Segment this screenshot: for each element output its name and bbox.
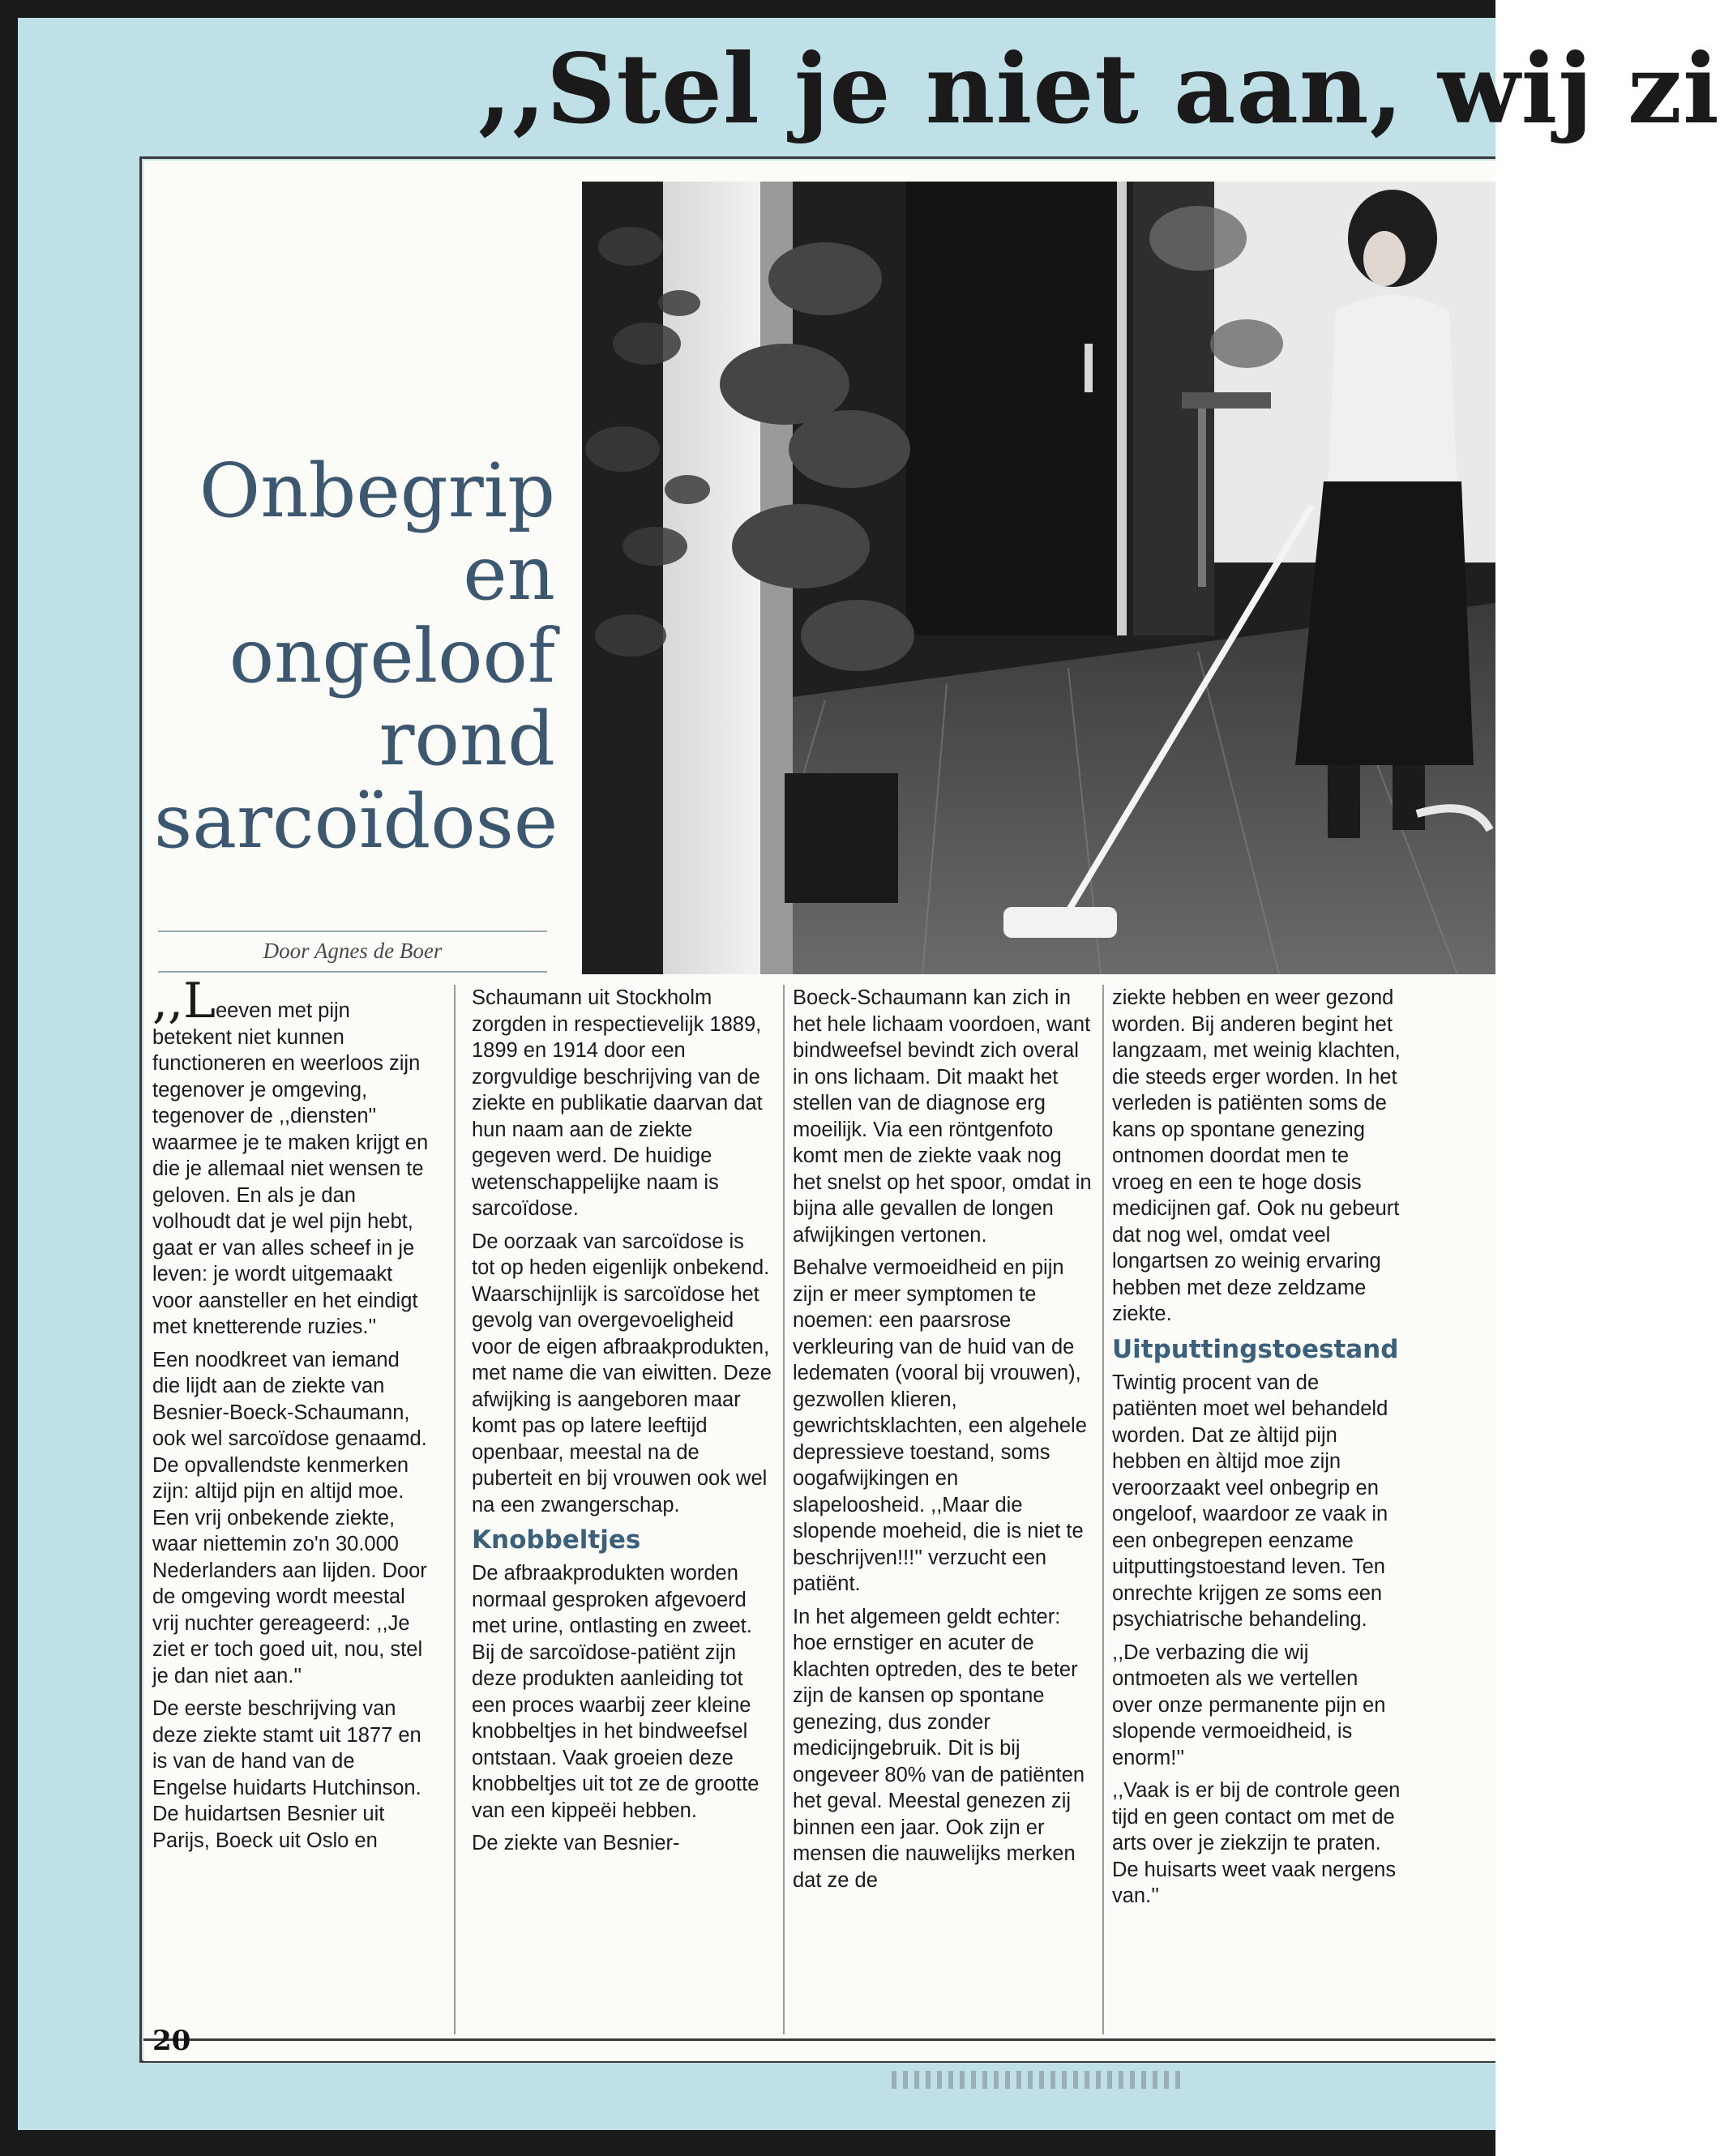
paragraph: Behalve vermoeidheid en pijn zijn er meer symptomen te noemen: een paarsrose verkleuring van de huid van de ledematen (vooral bij vrouwen), gezwollen klieren, gewrichtsklachten, een algehele depressieve toestand, soms oogafwijkingen en slapeloosheid. ,,Maar die slopende moeheid, die is niet te beschrijven!!!'' verzucht een patiënt. xyxy=(793,1256,1087,1595)
text-column-2 xyxy=(472,985,772,2030)
scan-border-left xyxy=(0,0,18,2156)
text-column-1 xyxy=(152,973,432,2030)
scan-border-top xyxy=(0,0,1495,18)
column-rule-3 xyxy=(1102,985,1104,2034)
bottom-rule xyxy=(143,2038,1495,2041)
column-rule-1 xyxy=(454,985,456,2034)
paragraph: De eerste beschrijving van deze ziekte stamt uit 1877 en is van de hand van de Engelse huidarts Hutchinson. De huidartsen Besnier uit Parijs, Boeck uit Oslo en xyxy=(152,1697,421,1852)
headline-line-1: Onbegrip xyxy=(199,447,555,534)
paragraph xyxy=(152,973,432,1341)
paragraph: De oorzaak van sarcoïdose is tot op heden eigenlijk onbekend. Waarschijnlijk is sarcoïdose het gevolg van overgevoeligheid voor de eigen afbraakprodukten, met name die van eiwitten. Deze afwijking is aangeboren maar komt pas op latere leeftijd openbaar, meestal na de puberteit en bij vrouwen ook wel na een zwangerschap. xyxy=(472,1230,772,1516)
subheading: Uitputtingstoestand xyxy=(1112,1334,1399,1364)
byline-rule-bottom xyxy=(158,971,547,973)
headline xyxy=(154,447,558,865)
text-column-3 xyxy=(793,985,1093,2030)
paragraph: Schaumann uit Stockholm zorgden in respectievelijk 1889, 1899 en 1914 door een zorgvuldige beschrijving van de ziekte en publikatie daarvan dat hun naam aan de ziekte gegeven werd. De huidige wetenschappelijke naam is sarcoïdose. xyxy=(472,986,763,1220)
photo-woman-vacuuming xyxy=(582,182,1495,974)
paragraph: Twintig procent van de patiënten moet wel behandeld worden. Dat ze àltijd pijn hebben en àltijd moe zijn veroorzaakt veel onbegrip en ongeloof, waardoor ze vaak in een onbegrepen eenzame uitputtingstoestand leven. Ten onrechte krijgen ze soms een psychiatrische behandeling. xyxy=(1112,1371,1388,1631)
paragraph: Boeck-Schaumann kan zich in het hele lichaam voordoen, want bindweefsel bevindt zich overal in ons lichaam. Dit maakt het stellen van de diagnose erg moeilijk. Via een röntgenfoto komt men de ziekte vaak nog het snelst op het spoor, omdat in bijna alle gevallen de longen afwijkingen vertonen. xyxy=(793,986,1092,1247)
scan-smudge xyxy=(892,2071,1183,2089)
article-title: ,,Stel je niet aan, wij zi xyxy=(478,32,1720,145)
paragraph: De ziekte van Besnier- xyxy=(472,1832,680,1854)
paragraph: ziekte hebben en weer gezond worden. Bij anderen begint het langzaam, met weinig klachten, die steeds erger worden. In het verleden is patiënten soms de kans op spontane genezing ontnomen doordat men te vroeg en een te hoge dosis medicijnen gaf. Ook nu gebeurt dat nog wel, omdat veel longartsen zo weinig ervaring hebben met deze zeldzame ziekte. xyxy=(1112,986,1401,1325)
byline: Door Agnes de Boer xyxy=(263,939,443,963)
byline-rule-top xyxy=(158,930,547,932)
headline-line-5: sarcoïdose xyxy=(154,778,558,865)
paragraph: De afbraakprodukten worden normaal gesproken afgevoerd met urine, ontlasting en zweet. Bij de sarcoïdose-patiënt zijn deze produkten aanleiding tot een proces waarbij zeer kleine knobbeltjes in het bindweefsel ontstaan. Vaak groeien deze knobbeltjes uit tot ze de grootte van een kippeëi hebben. xyxy=(472,1562,759,1822)
drop-cap: ,,L xyxy=(152,973,216,1029)
paragraph: ,,De verbazing die wij ontmoeten als we vertellen over onze permanente pijn en slopende vermoeidheid, is enorm!'' xyxy=(1112,1641,1386,1769)
paragraph-text: eeven met pijn betekent niet kunnen functioneren en weerloos zijn tegenover je omgeving, tegenover de ,,diensten'' waarmee je te maken krijgt en die je allemaal niet wensen te geloven. En als je dan volhoudt dat je wel pijn hebt, gaat er van alles scheef in je leven: je wordt uitgemaakt voor aansteller en het eindigt met knetterende ruzies.'' xyxy=(152,999,429,1338)
headline-line-2: en xyxy=(463,530,555,617)
text-column-4 xyxy=(1112,985,1404,2030)
page-number: 20 xyxy=(152,2025,191,2057)
headline-line-3: ongeloof xyxy=(229,613,555,699)
scan-border-bottom xyxy=(0,2130,1495,2156)
paragraph: Een noodkreet van iemand die lijdt aan de ziekte van Besnier-Boeck-Schaumann, ook wel sarcoïdose genaamd. De opvallendste kenmerken zijn: altijd pijn en altijd moe. Een vrij onbekende ziekte, waar niettemin zo'n 30.000 Nederlanders aan lijden. Door de omgeving wordt meestal vrij nuchter gereageerd: ,,Je ziet er toch goed uit, nou, stel je dan niet aan.'' xyxy=(152,1348,427,1688)
column-rule-2 xyxy=(783,985,785,2034)
headline-line-4: rond xyxy=(379,695,555,782)
paragraph: ,,Vaak is er bij de controle geen tijd en geen contact om met de arts over je ziekzijn te praten. De huisarts weet vaak nergens van.'' xyxy=(1112,1779,1401,1907)
subheading: Knobbeltjes xyxy=(472,1525,641,1555)
paragraph: In het algemeen geldt echter: hoe ernstiger en acuter de klachten optreden, des te beter zijn de kansen op spontane genezing, dus zonder medicijngebruik. Dit is bij ongeveer 80% van de patiënten het geval. Meestal genezen zij binnen een jaar. Ook zijn er mensen die nauwelijks merken dat ze de xyxy=(793,1605,1085,1892)
